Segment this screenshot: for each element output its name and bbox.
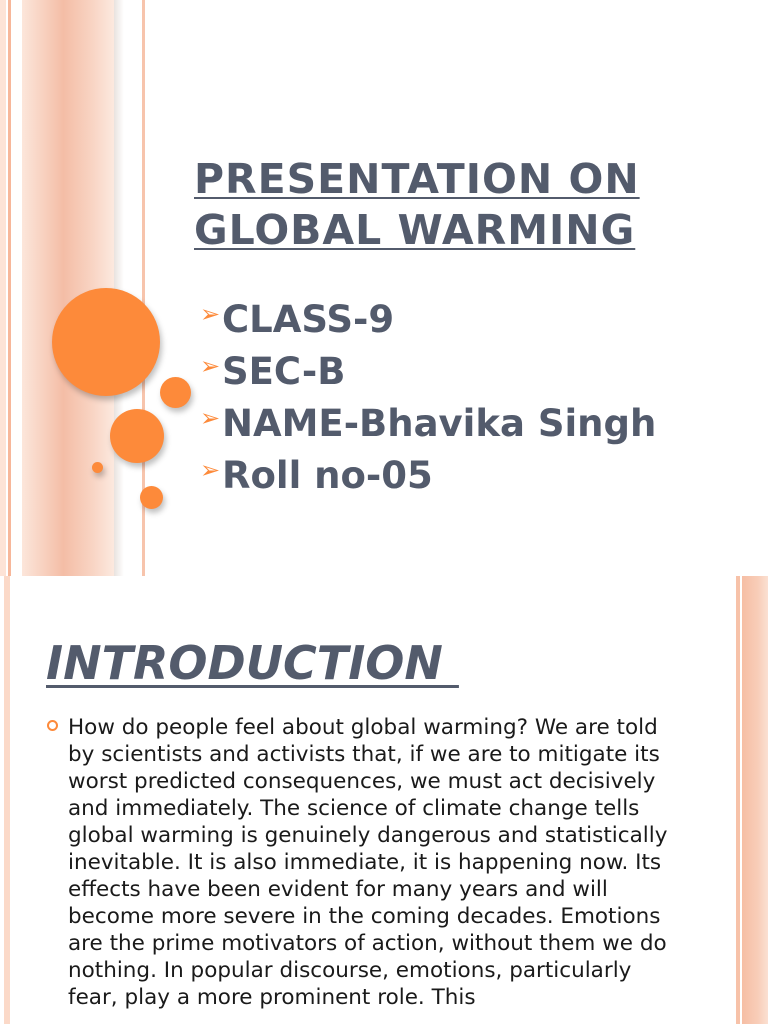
decorative-circle-small bbox=[92, 462, 103, 473]
bullet-name: ➢ NAME-Bhavika Singh bbox=[200, 398, 656, 450]
arrow-bullet-icon: ➢ bbox=[200, 404, 221, 432]
decorative-stripe bbox=[736, 576, 740, 1024]
arrow-bullet-icon: ➢ bbox=[200, 300, 221, 328]
decorative-circle-large bbox=[52, 288, 160, 396]
decorative-stripe bbox=[4, 576, 10, 1024]
ring-bullet-icon bbox=[47, 720, 58, 731]
decorative-stripe bbox=[742, 576, 768, 1024]
bullet-class: ➢ CLASS-9 bbox=[200, 294, 656, 346]
arrow-bullet-icon: ➢ bbox=[200, 352, 221, 380]
arrow-bullet-icon: ➢ bbox=[200, 456, 221, 484]
decorative-circle bbox=[160, 377, 191, 408]
decorative-circle bbox=[140, 486, 163, 509]
introduction-heading: INTRODUCTION bbox=[46, 636, 459, 690]
bullet-roll-no: ➢ Roll no-05 bbox=[200, 450, 656, 502]
introduction-paragraph: How do people feel about global warming? We are told by scientists and activists that, if we are to mitigate its worst predicted consequences, we must act decisively and immediately. The science of climate change tells global warming is genuinely dangerous and statistically inevitable. It is also immediate, it is happening now. Its effects have been evident for many years and will become more severe in the coming decades. Emotions are the prime motivators of action, without them we do nothing. In popular discourse, emotions, particularly fear, play a more prominent role. This bbox=[68, 715, 668, 1010]
presentation-title: PRESENTATION ON GLOBAL WARMING bbox=[194, 155, 640, 254]
decorative-circle bbox=[110, 409, 164, 463]
decorative-stripe bbox=[8, 0, 11, 576]
title-bullet-list bbox=[200, 294, 656, 502]
decorative-stripe bbox=[0, 0, 6, 576]
bullet-section: ➢ SEC-B bbox=[200, 346, 656, 398]
